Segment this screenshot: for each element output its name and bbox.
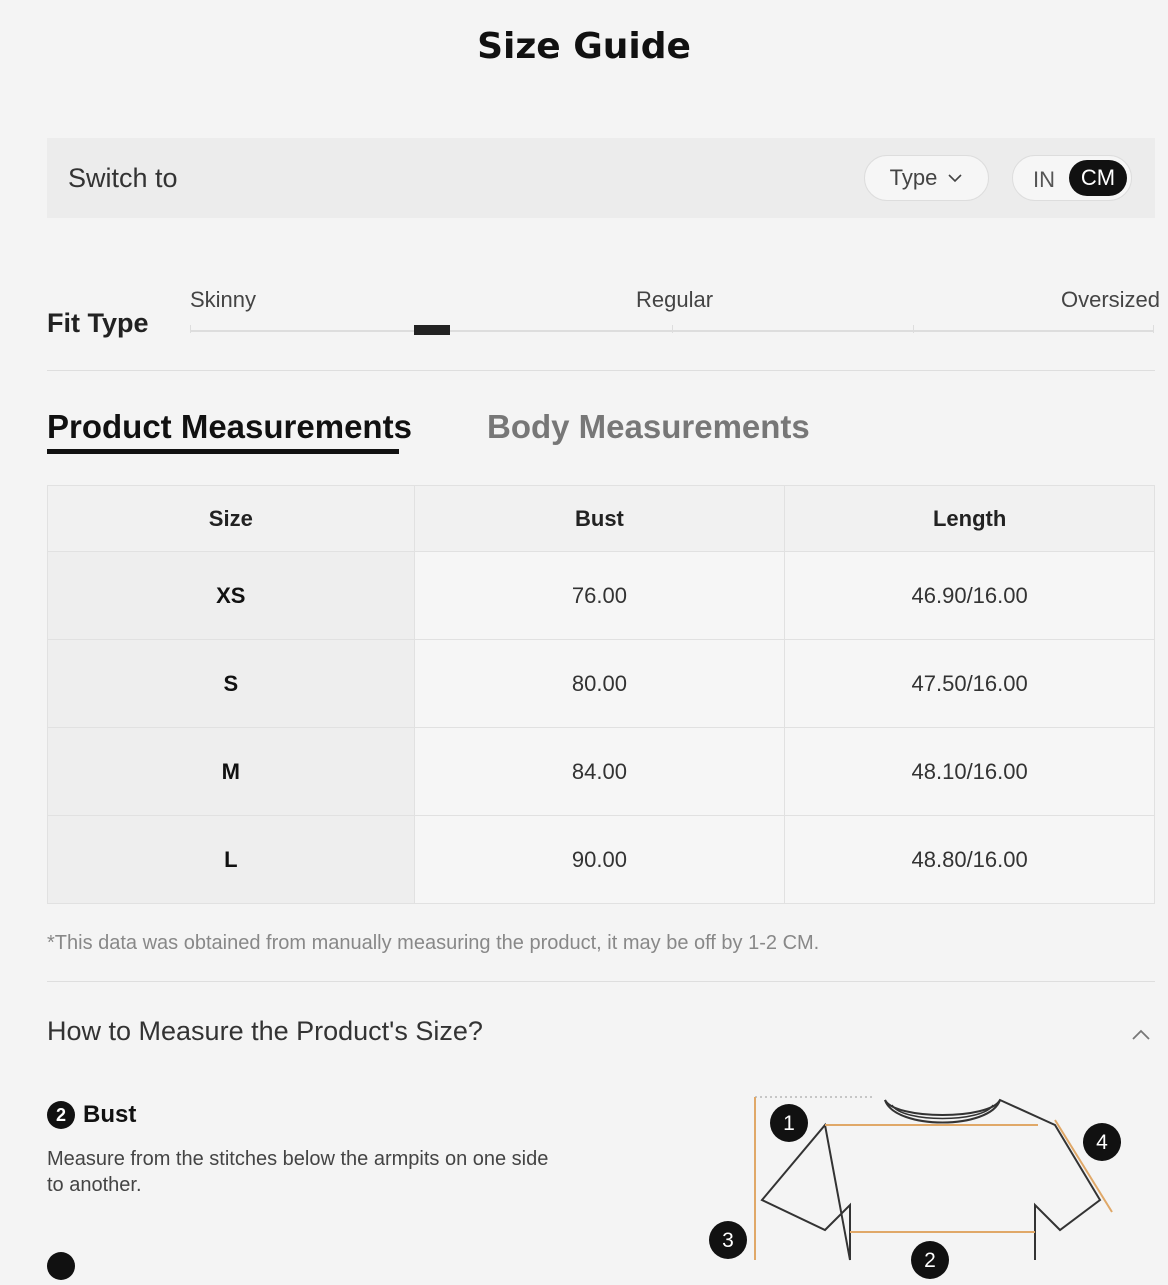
- diagram-marker-label: 4: [1096, 1131, 1108, 1154]
- fit-scale-marker: [414, 325, 450, 335]
- bust-cell: 76.00: [414, 552, 785, 640]
- bust-heading: [47, 1101, 136, 1129]
- next-number-badge: [47, 1252, 75, 1285]
- size-cell: S: [48, 640, 415, 728]
- tab-body-measurements[interactable]: Body Measurements: [487, 408, 810, 445]
- size-table: [47, 485, 1155, 904]
- fit-type-label: Fit Type: [47, 308, 149, 338]
- divider: [47, 370, 1155, 371]
- bust-title: Bust: [83, 1101, 137, 1128]
- header-bust: Bust: [414, 486, 785, 552]
- table-row: [48, 552, 1155, 640]
- diagram-marker-label: 2: [924, 1249, 936, 1272]
- length-cell: 48.10/16.00: [785, 728, 1155, 816]
- length-cell: 47.50/16.00: [785, 640, 1155, 728]
- active-tab-underline: [47, 449, 399, 454]
- length-cell: 48.80/16.00: [785, 816, 1155, 904]
- divider: [47, 981, 1155, 982]
- unit-in-option[interactable]: IN: [1033, 167, 1055, 192]
- fit-scale-tick: [190, 325, 191, 333]
- diagram-marker-3: [709, 1221, 747, 1259]
- diagram-marker-4: [1083, 1123, 1121, 1161]
- table-row: [48, 816, 1155, 904]
- unit-cm-option[interactable]: CM: [1069, 160, 1127, 196]
- size-cell: L: [48, 816, 415, 904]
- table-row: [48, 728, 1155, 816]
- diagram-marker-2: [911, 1241, 949, 1279]
- type-dropdown-label: Type: [889, 165, 938, 190]
- length-cell: 46.90/16.00: [785, 552, 1155, 640]
- type-dropdown[interactable]: [864, 155, 989, 201]
- diagram-marker-label: 1: [783, 1112, 795, 1135]
- fit-scale-tick: [913, 325, 914, 333]
- diagram-marker-1: [770, 1104, 808, 1142]
- diagram-marker-label: 3: [722, 1229, 734, 1252]
- table-row: [48, 640, 1155, 728]
- measurement-note: *This data was obtained from manually measuring the product, it may be off by 1-2 CM.: [47, 932, 820, 954]
- switch-bar: [47, 138, 1155, 218]
- tshirt-diagram: [700, 1085, 1168, 1272]
- header-length: Length: [785, 486, 1155, 552]
- bust-cell: 84.00: [414, 728, 785, 816]
- bust-cell: 90.00: [414, 816, 785, 904]
- bust-description: Measure from the stitches below the armpits on one side to another.: [47, 1148, 549, 1196]
- size-cell: M: [48, 728, 415, 816]
- table-header-row: [48, 486, 1155, 552]
- fit-option-regular: Regular: [636, 287, 714, 312]
- fit-option-skinny: Skinny: [190, 287, 257, 312]
- unit-toggle[interactable]: [1012, 155, 1132, 201]
- fit-scale-tick: [1153, 325, 1154, 333]
- bust-cell: 80.00: [414, 640, 785, 728]
- tab-product-measurements[interactable]: Product Measurements: [47, 408, 412, 445]
- chevron-down-icon: [947, 173, 963, 183]
- chevron-up-icon[interactable]: [1131, 1025, 1151, 1045]
- switch-label: Switch to: [68, 163, 178, 193]
- bust-number-badge: 2: [47, 1101, 75, 1129]
- how-to-measure-heading[interactable]: How to Measure the Product's Size?: [47, 1016, 483, 1046]
- fit-scale-tick: [672, 325, 673, 333]
- fit-option-oversized: Oversized: [1061, 287, 1161, 312]
- header-size: Size: [48, 486, 415, 552]
- size-cell: XS: [48, 552, 415, 640]
- page-title: Size Guide: [477, 26, 691, 67]
